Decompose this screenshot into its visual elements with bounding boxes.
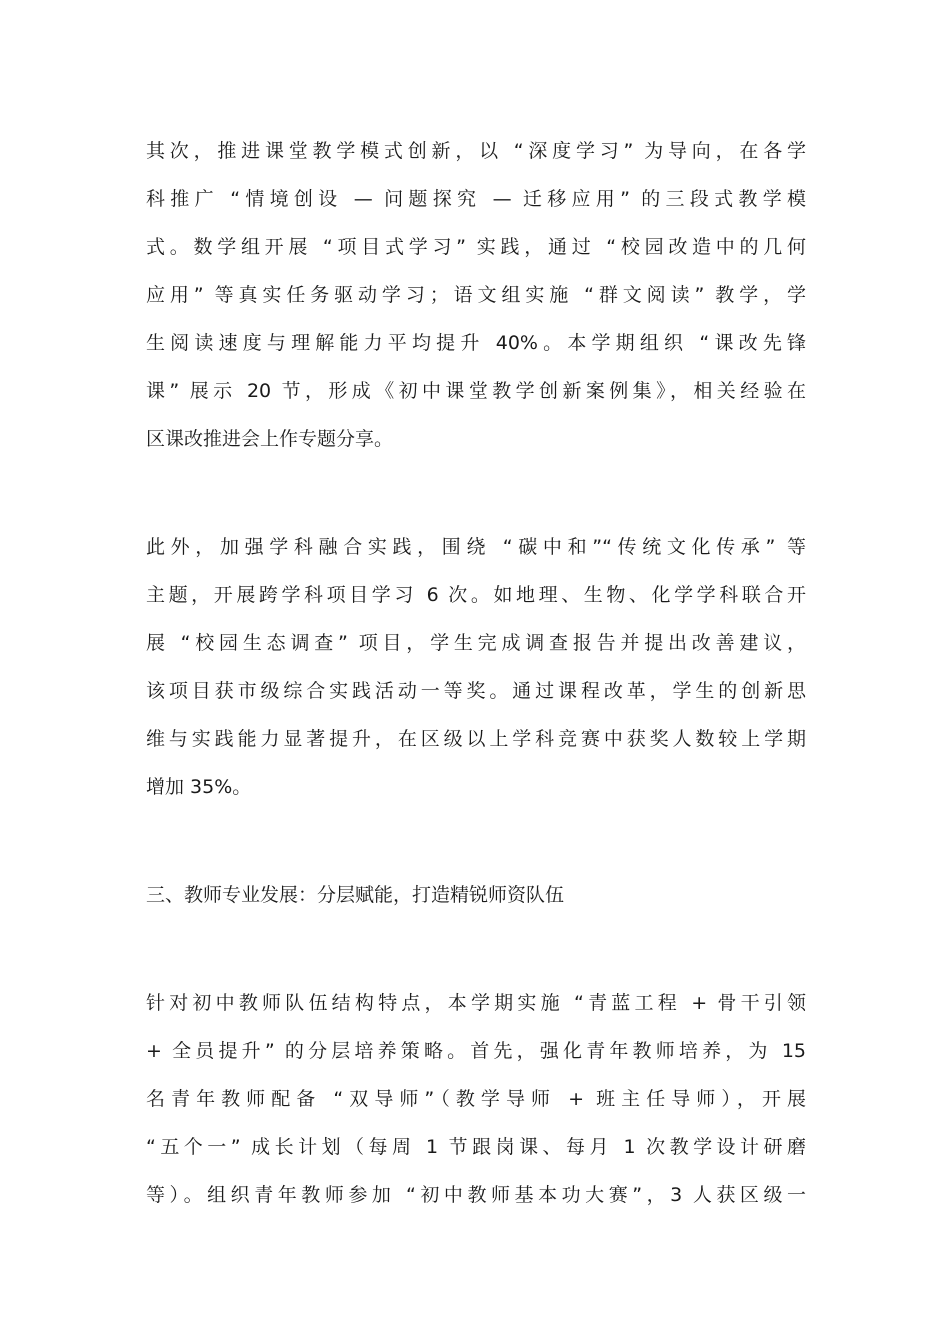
paragraph-line: 主题，开展跨学科项目学习 6 次。如地理、生物、化学学科联合开: [146, 584, 806, 606]
paragraph-line: 名青年教师配备 “双导师”（教学导师 + 班主任导师），开展: [146, 1088, 806, 1110]
paragraph-line: 课” 展示 20 节，形成《初中课堂教学创新案例集》，相关经验在: [146, 380, 806, 402]
paragraph-line: 维与实践能力显著提升，在区级以上学科竞赛中获奖人数较上学期: [146, 728, 806, 750]
paragraph-line: 针对初中教师队伍结构特点，本学期实施 “青蓝工程 + 骨干引领: [146, 992, 806, 1014]
paragraph-line: 该项目获市级综合实践活动一等奖。通过课程改革，学生的创新思: [146, 680, 806, 702]
paragraph-line: 其次，推进课堂教学模式创新，以 “深度学习” 为导向，在各学: [146, 140, 806, 162]
paragraph-line: 此外，加强学科融合实践，围绕 “碳中和”“传统文化传承” 等: [146, 536, 806, 558]
paragraph-line: 展 “校园生态调查” 项目，学生完成调查报告并提出改善建议，: [146, 632, 806, 654]
paragraph-line: 区课改推进会上作专题分享。: [146, 428, 394, 450]
paragraph-line: 科推广 “情境创设 — 问题探究 — 迁移应用” 的三段式教学模: [146, 188, 806, 210]
paragraph-line: 增加 35%。: [146, 776, 252, 798]
paragraph-line: 等）。组织青年教师参加 “初中教师基本功大赛”，3 人获区级一: [146, 1184, 806, 1206]
paragraph-line: + 全员提升” 的分层培养策略。首先，强化青年教师培养，为 15: [146, 1040, 806, 1062]
paragraph-line: 式。数学组开展 “项目式学习” 实践，通过 “校园改造中的几何: [146, 236, 806, 258]
paragraph-line: 生阅读速度与理解能力平均提升 40%。本学期组织 “课改先锋: [146, 332, 806, 354]
paragraph-line: 应用” 等真实任务驱动学习；语文组实施 “群文阅读” 教学，学: [146, 284, 806, 306]
paragraph-line: “五个一” 成长计划（每周 1 节跟岗课、每月 1 次教学设计研磨: [146, 1136, 806, 1158]
section-heading: 三、教师专业发展：分层赋能，打造精锐师资队伍: [146, 884, 565, 906]
